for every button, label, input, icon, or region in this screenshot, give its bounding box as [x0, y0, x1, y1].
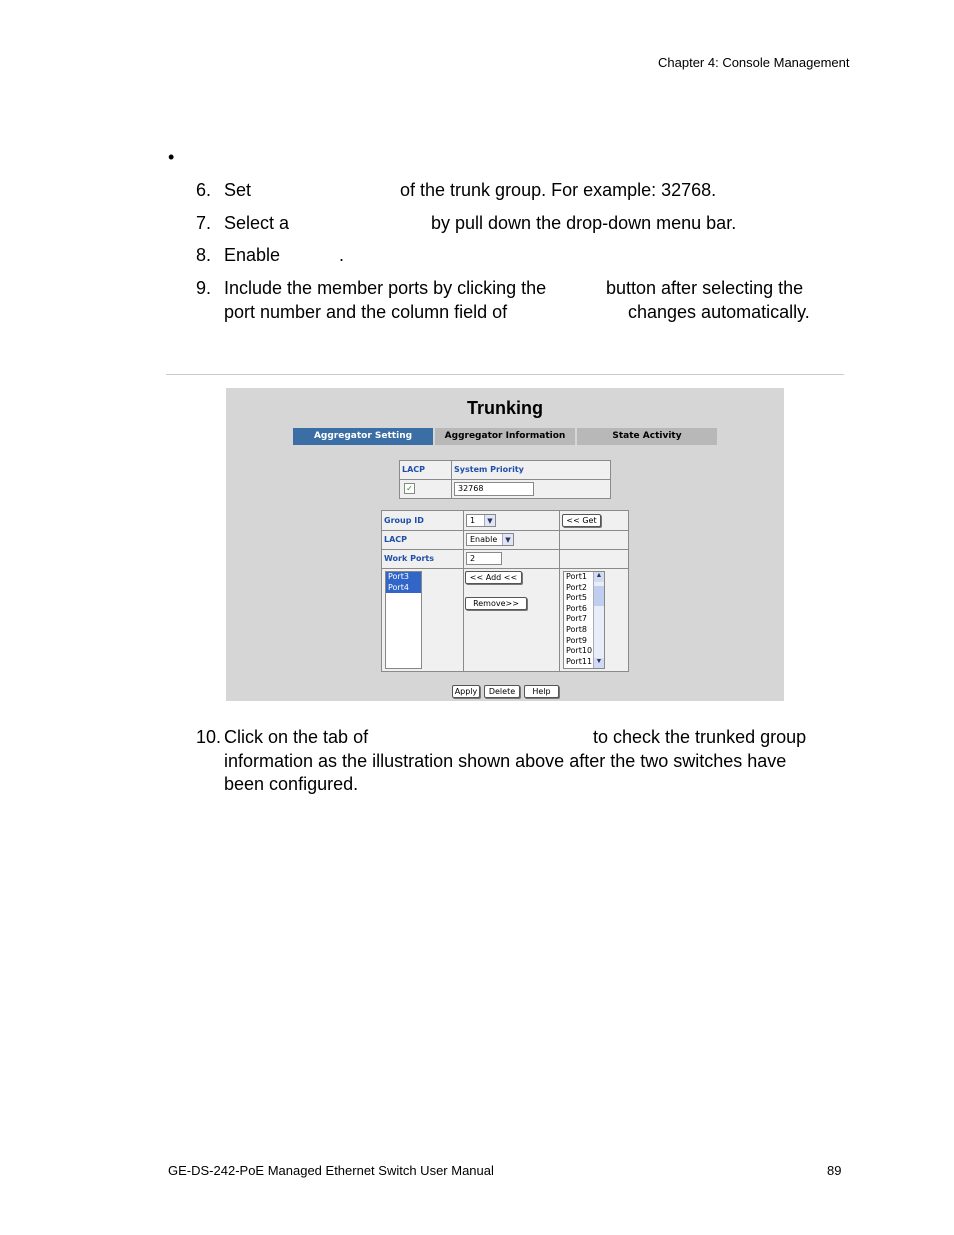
step-9-text-c: port number and the column field of: [224, 302, 508, 322]
step-7-text-a: Select a: [224, 213, 290, 233]
step-9-text-d: changes automatically.: [628, 302, 810, 322]
group-id-value: 1: [470, 516, 476, 525]
footer-manual-title: GE-DS-242-PoE Managed Ethernet Switch User Manual: [168, 1163, 494, 1178]
chapter-header: Chapter 4: Console Management: [658, 55, 850, 70]
chevron-down-icon: ▼: [484, 515, 495, 526]
list-item[interactable]: Port11: [566, 656, 593, 666]
bullet: •: [168, 147, 175, 167]
list-item[interactable]: Port8: [566, 624, 587, 634]
work-ports-input[interactable]: 2: [466, 552, 502, 565]
scrollbar[interactable]: [593, 572, 604, 668]
member-ports-list[interactable]: [385, 571, 422, 669]
step-7-number: 7.: [196, 213, 212, 233]
group-id-label: Group ID: [384, 516, 424, 525]
trunking-title: Trunking: [467, 398, 543, 418]
step-10-text-a: Click on the tab of: [224, 727, 369, 747]
divider: [166, 374, 844, 375]
step-8-text-a: Enable: [224, 245, 281, 265]
system-priority-column-header: System Priority: [454, 465, 524, 474]
group-id-select[interactable]: [466, 514, 496, 527]
chevron-up-icon: ▲: [594, 572, 604, 582]
lacp-label: LACP: [384, 535, 408, 544]
step-10-text-c: information as the illustration shown above after the two switches have: [224, 751, 787, 771]
step-9-text-a: Include the member ports by clicking the: [224, 278, 547, 298]
group-settings-table: [381, 510, 629, 672]
add-button[interactable]: << Add <<: [465, 571, 522, 584]
list-item[interactable]: Port10: [566, 646, 593, 656]
get-button[interactable]: << Get: [562, 514, 601, 527]
delete-button[interactable]: Delete: [484, 685, 520, 698]
step-6-text-a: Set: [224, 180, 252, 200]
list-item[interactable]: Port4: [386, 583, 421, 594]
lacp-checkbox[interactable]: ✓: [404, 483, 415, 494]
system-priority-input[interactable]: 32768: [454, 482, 534, 496]
lacp-value: Enable: [470, 535, 498, 544]
chevron-down-icon: ▼: [594, 658, 604, 668]
lacp-priority-table: [399, 460, 611, 499]
step-8-text-b: .: [339, 245, 345, 265]
tab-aggregator-information[interactable]: Aggregator Information: [435, 428, 575, 445]
list-item[interactable]: Port2: [566, 582, 587, 592]
trunking-screenshot: [226, 388, 784, 701]
list-item[interactable]: Port5: [566, 593, 587, 603]
list-item[interactable]: Port7: [566, 614, 587, 624]
list-item[interactable]: Port3: [386, 572, 421, 583]
work-ports-label: Work Ports: [384, 554, 434, 563]
step-7-text-b: by pull down the drop-down menu bar.: [431, 213, 737, 233]
list-item[interactable]: Port1: [566, 572, 587, 581]
step-8-number: 8.: [196, 245, 212, 265]
tab-state-activity[interactable]: State Activity: [577, 428, 717, 445]
step-6-text-b: of the trunk group. For example: 32768.: [400, 180, 717, 200]
lacp-column-header: LACP: [402, 465, 426, 474]
tab-aggregator-setting[interactable]: Aggregator Setting: [293, 428, 433, 445]
chevron-down-icon: ▼: [502, 534, 513, 545]
remove-button[interactable]: Remove>>: [465, 597, 527, 610]
step-9-text-b: button after selecting the: [606, 278, 804, 298]
step-6-number: 6.: [196, 180, 212, 200]
list-item[interactable]: Port9: [566, 635, 587, 645]
available-ports-list[interactable]: [563, 571, 605, 669]
scroll-thumb[interactable]: [594, 586, 604, 606]
step-9-number: 9.: [196, 278, 212, 298]
help-button[interactable]: Help: [524, 685, 559, 698]
apply-button[interactable]: Apply: [452, 685, 480, 698]
step-10-text-b: to check the trunked group: [593, 727, 807, 747]
page-number: 89: [827, 1163, 842, 1178]
lacp-select[interactable]: [466, 533, 514, 546]
step-10-number: 10.: [196, 727, 222, 747]
list-item[interactable]: Port6: [566, 603, 587, 613]
step-10-text-d: been configured.: [224, 774, 359, 794]
